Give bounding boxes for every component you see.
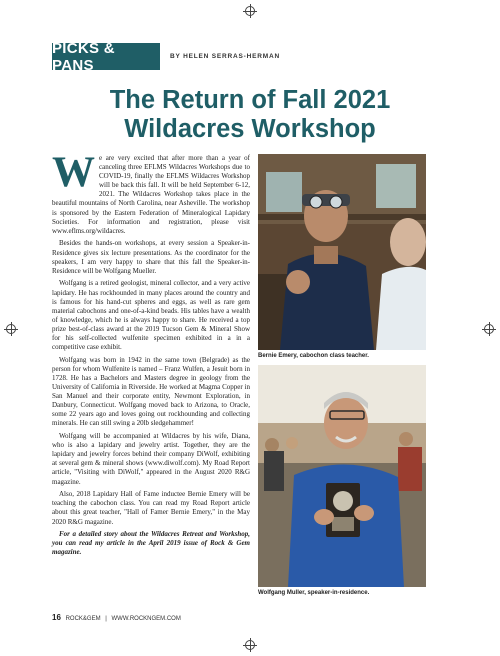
drop-cap: W bbox=[52, 149, 95, 196]
registration-mark-right bbox=[484, 324, 494, 334]
article-paragraph: Wolfgang was born in 1942 in the same town (Belgrade) as the person for whom Wulfenite is named – Franz Wulfen, a Jesuit born in 1728. He has a Bachelors and Masters degree in geology from the University of California in Riverside. He worked at Magma Copper in San Manuel and their corporate entity, Newmont Exploration, in Danbury, Connecticut. Wolfgang moved back to Arizona, to Oracle, some 22 years ago and loves going out rockhounding and collecting minerals. He can still swing a 20lb sledgehammer! bbox=[52, 355, 250, 428]
registration-mark-top bbox=[245, 6, 255, 16]
paragraph-text: e are very excited that after more than a year of canceling three EFLMS Wildacres Workshops due to COVID-19, finally the EFLMS Wildacres Workshop will be back this fall. It will be held September 6-12, 2021. The Wildacres Workshop takes place in the beautiful mountains of North Carolina, near Asheville. The workshop is sponsored by the Eastern Federation of Mineralogical Lapidary Societies. For information and registration, please visit www.eflms.org/wildacres. bbox=[52, 154, 250, 235]
article-paragraph bbox=[52, 149, 250, 236]
caption-bernie-emery bbox=[258, 353, 426, 359]
article-paragraph: Also, 2018 Lapidary Hall of Fame inductee Bernie Emery will be teaching the cabochon class. You can read my Road Report article about this great teacher, "Hall of Famer Bernie Emery," in the May 2020 R&G magazine. bbox=[52, 490, 250, 526]
footer-separator: | bbox=[105, 616, 107, 622]
article-title bbox=[40, 86, 460, 144]
byline: BY HELEN SERRAS-HERMAN bbox=[170, 53, 280, 60]
page-number: 16 bbox=[52, 613, 61, 622]
photo-bernie-emery bbox=[258, 154, 426, 350]
article-paragraph: Wolfgang is a retired geologist, mineral collector, and a very active lapidary. He has rockhounded in many places around the country and is famous for his hand-cut spheres and eggs, as well as rare gem material cabochons and one-of-a-kind beads. His tables have a wealth of knowledge, which he is always happy to share. He received a top prize best-of-class award at the 2019 Tucson Gem & Mineral Show for his self-collected wulfenite specimen exhibited in a in a competitive case exhibit. bbox=[52, 279, 250, 352]
caption-text: Bernie Emery, cabochon class teacher. bbox=[258, 353, 369, 359]
caption-text: Wolfgang Muller, speaker-in-residence. bbox=[258, 590, 370, 596]
article-closing-note: For a detailed story about the Wildacres Retreat and Workshop, you can read my article in the April 2019 issue of Rock & Gem magazine. bbox=[52, 530, 250, 557]
section-label-text: PICKS & PANS bbox=[52, 39, 115, 74]
magazine-name: ROCK&GEM bbox=[65, 616, 101, 622]
article-paragraph: Besides the hands-on workshops, at every session a Speaker-in-Residence gives six lecture presentations. As the coordinator for the speakers, I am very happy to share that this fall the Speaker-in-Residence will be Wolfgang Mueller. bbox=[52, 239, 250, 275]
article-body bbox=[52, 149, 250, 561]
title-line-1: The Return of Fall 2021 bbox=[109, 86, 391, 114]
registration-mark-bottom bbox=[245, 640, 255, 650]
registration-mark-left bbox=[6, 324, 16, 334]
caption-wolfgang-muller bbox=[258, 590, 426, 596]
page-footer bbox=[52, 613, 181, 622]
photo-wolfgang-muller bbox=[258, 365, 426, 587]
title-line-2: Wildacres Workshop bbox=[124, 115, 376, 143]
magazine-website: WWW.ROCKNGEM.COM bbox=[111, 616, 181, 622]
section-label bbox=[52, 39, 160, 74]
article-paragraph: Wolfgang will be accompanied at Wildacres by his wife, Diana, who is also a lapidary and jewelry artist. Together, they are the lapidary and jewelry forces behind their company DiWolf, exhibiting at several gem & mineral shows (www.diwolf.com). My Road Report article, "Visiting with DiWolf," appeared in the August 2020 R&G magazine. bbox=[52, 432, 250, 486]
